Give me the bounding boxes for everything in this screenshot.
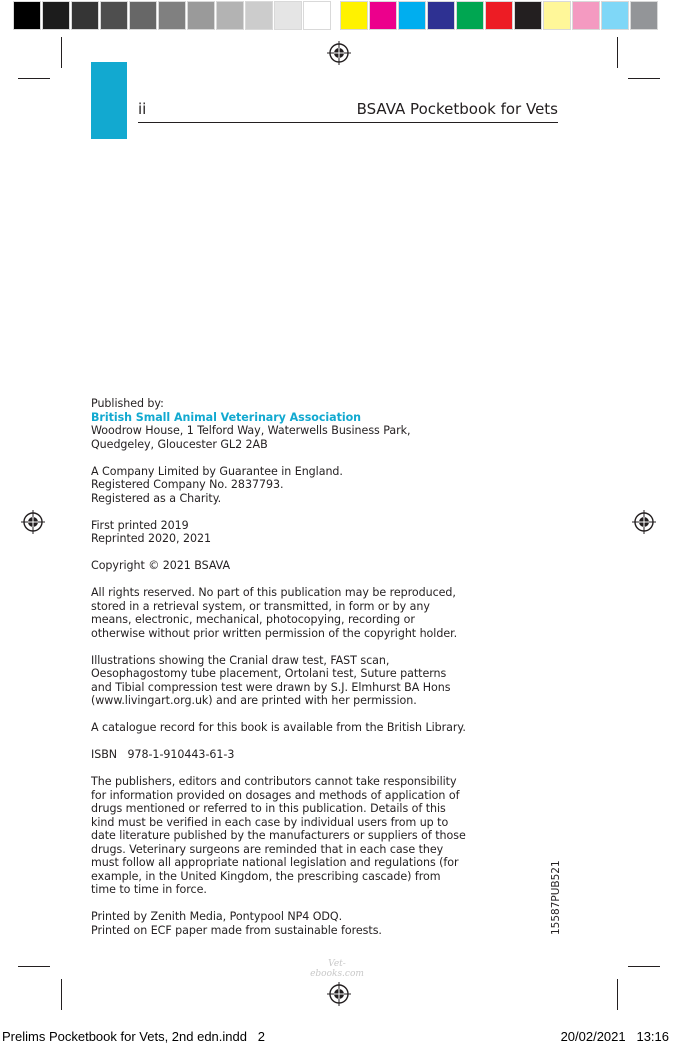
crop-mark (61, 979, 62, 1010)
section-tab (91, 62, 127, 139)
color-swatch (514, 1, 542, 30)
printing-history (91, 519, 483, 546)
header-rule (138, 122, 558, 123)
disclaimer-line: example, in the United Kingdom, the prescribing cascade) from (91, 869, 441, 883)
registration-mark-icon (21, 510, 45, 534)
rights-block (91, 586, 483, 640)
catalogue-line: A catalogue record for this book is available from the British Library. (91, 721, 466, 734)
crop-mark (61, 37, 62, 68)
registration-mark-icon (632, 510, 656, 534)
color-swatch (303, 1, 331, 30)
rights-line: means, electronic, mechanical, photocopying, recording or (91, 613, 415, 626)
color-swatch (601, 1, 629, 30)
crop-mark (617, 979, 618, 1010)
slug-filename: Prelims Pocketbook for Vets, 2nd edn.indd 2 (2, 1029, 266, 1044)
color-swatch (369, 1, 397, 30)
disclaimer-line: must follow all appropriate national legislation and regulations (for (91, 856, 459, 869)
rights-line: All rights reserved. No part of this publication may be reproduced, (91, 586, 456, 599)
illustrations-line: (www.livingart.org.uk) and are printed with her permission. (91, 694, 417, 707)
printing-line: First printed 2019 (91, 518, 189, 532)
illustrations-line: and Tibial compression test were drawn by S.J. Elmhurst BA Hons (91, 680, 451, 694)
color-swatch (42, 1, 70, 30)
imprint-text (91, 397, 483, 951)
color-swatch (274, 1, 302, 30)
color-swatch (398, 1, 426, 30)
rights-line: otherwise without prior written permission of the copyright holder. (91, 626, 458, 640)
isbn-line: ISBN 978-1-910443-61-3 (91, 748, 235, 761)
crop-mark (628, 966, 660, 967)
printer-block (91, 910, 483, 937)
address-line: Quedgeley, Gloucester GL2 2AB (91, 437, 268, 451)
color-swatch (245, 1, 273, 30)
color-swatch (129, 1, 157, 30)
printer-line: Printed by Zenith Media, Pontypool NP4 ODQ. (91, 910, 343, 923)
publisher-name: British Small Animal Veterinary Association (91, 410, 362, 424)
catalogue-block (91, 721, 483, 735)
disclaimer-line: date literature published by the manufacturers or suppliers of those (91, 829, 466, 842)
color-swatch (340, 1, 368, 30)
registration-mark-icon (327, 41, 351, 65)
disclaimer-line: drugs mentioned or referred to in this publication. Details of this (91, 802, 446, 815)
illustrations-line: Oesophagostomy tube placement, Ortolani test, Suture patterns (91, 667, 447, 680)
company-block (91, 465, 483, 506)
company-line: Registered as a Charity. (91, 491, 222, 505)
copyright-line: Copyright © 2021 BSAVA (91, 559, 231, 572)
registration-mark-icon (327, 982, 351, 1006)
disclaimer-block (91, 775, 483, 897)
disclaimer-line: The publishers, editors and contributors cannot take responsibility (91, 775, 457, 788)
isbn-block (91, 748, 483, 762)
color-swatch (187, 1, 215, 30)
running-title: BSAVA Pocketbook for Vets (356, 100, 558, 118)
watermark-logo: Vet-ebooks.com (310, 959, 364, 979)
color-swatch (158, 1, 186, 30)
color-swatch (456, 1, 484, 30)
rights-line: stored in a retrieval system, or transmitted, in form or by any (91, 599, 430, 613)
slug-datetime: 20/02/2021 13:16 (560, 1029, 669, 1044)
crop-mark (628, 78, 660, 79)
illustrations-line: Illustrations showing the Cranial draw test, FAST scan, (91, 653, 390, 667)
disclaimer-line: kind must be verified in each case by individual users from up to (91, 815, 449, 829)
copyright-block (91, 559, 483, 573)
published-by-label: Published by: (91, 397, 164, 410)
printing-line: Reprinted 2020, 2021 (91, 532, 212, 545)
color-swatch (630, 1, 658, 30)
job-code: 15587PUB521 (550, 860, 562, 935)
page-number: ii (138, 100, 147, 118)
disclaimer-line: for information provided on dosages and methods of application of (91, 788, 460, 802)
printer-line: Printed on ECF paper made from sustainable forests. (91, 923, 382, 937)
company-line: Registered Company No. 2837793. (91, 478, 284, 491)
illustrations-block (91, 654, 483, 708)
color-swatch (572, 1, 600, 30)
color-swatch (543, 1, 571, 30)
disclaimer-line: time to time in force. (91, 883, 207, 896)
color-swatch (100, 1, 128, 30)
color-swatch (13, 1, 41, 30)
company-line: A Company Limited by Guarantee in England. (91, 464, 343, 478)
color-swatch (71, 1, 99, 30)
crop-mark (18, 966, 50, 967)
address-line: Woodrow House, 1 Telford Way, Waterwells Business Park, (91, 424, 411, 437)
color-swatch (427, 1, 455, 30)
disclaimer-line: drugs. Veterinary surgeons are reminded that in each case they (91, 842, 444, 856)
publisher-block (91, 397, 483, 451)
crop-mark (18, 78, 50, 79)
color-swatch (485, 1, 513, 30)
color-swatch (216, 1, 244, 30)
crop-mark (617, 37, 618, 68)
